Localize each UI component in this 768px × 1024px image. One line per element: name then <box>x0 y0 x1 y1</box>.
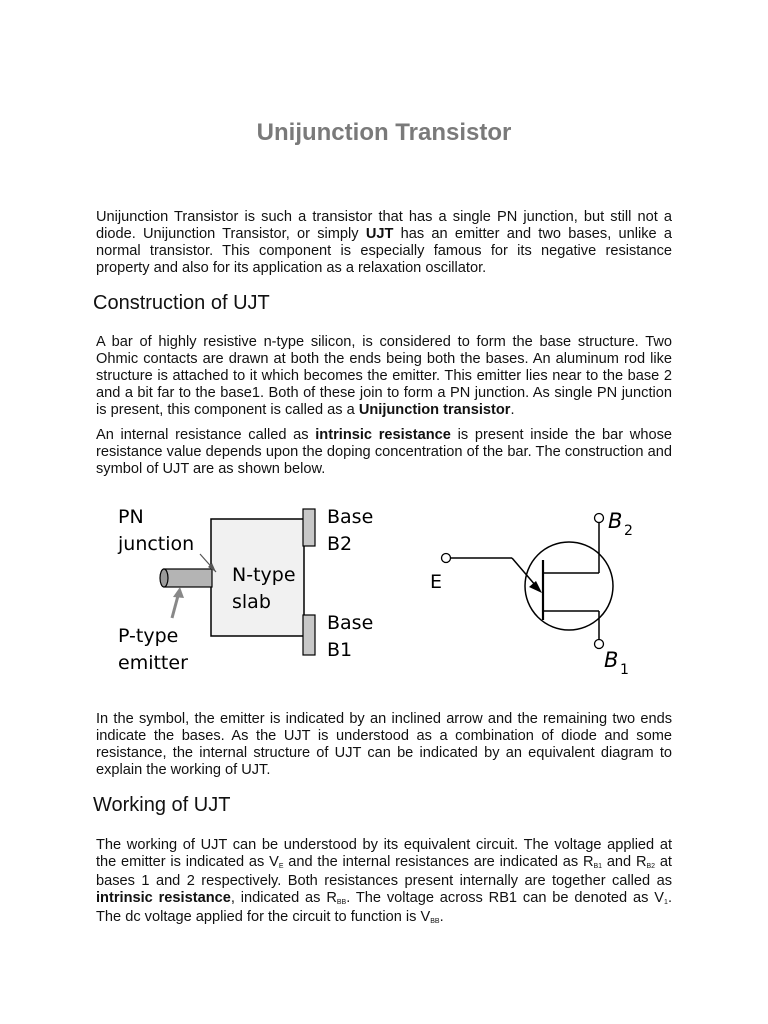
base1-contact <box>303 615 315 655</box>
subscript: BB <box>430 918 440 925</box>
symbol-emitter-arrowhead <box>529 581 542 593</box>
symbol-b2-label: B <box>608 509 623 533</box>
construction-text: . <box>510 402 515 418</box>
subscript: E <box>278 863 284 870</box>
symbol-b2-terminal <box>595 514 604 523</box>
subscript: B2 <box>646 863 656 870</box>
n-type-label: N-type <box>232 564 296 586</box>
subscript: BB <box>336 899 347 906</box>
emitter-rod-end <box>160 569 168 587</box>
working-text: , indicated as R <box>230 890 337 906</box>
pn-label: PN <box>118 506 144 528</box>
working-text: . <box>439 909 444 925</box>
construction-bold-term: intrinsic resistance <box>315 427 451 443</box>
construction-bold-term: Unijunction transistor <box>358 402 511 418</box>
symbol-b2-subscript: 2 <box>624 523 633 539</box>
intro-bold-ujt: UJT <box>365 226 394 242</box>
working-text: . The dc voltage applied for the circuit to function is V <box>96 890 673 925</box>
b2-label: B2 <box>327 533 353 555</box>
working-text: The working of UJT can be understood by its equivalent circuit. The voltage applied at the emitter is indicated as V <box>96 837 672 870</box>
p-type-arrowhead <box>173 587 184 598</box>
intro-text: has an emitter and two bases, unlike a normal transistor. This component is especially famous for its negative resistance property and also for its application as a relaxation oscillator. <box>96 226 672 276</box>
intro-paragraph <box>96 209 672 277</box>
symbol-paragraph: In the symbol, the emitter is indicated by an inclined arrow and the remaining two ends indicate the bases. As the UJT is understood as a combination of diode and some resistance, the internal structure of UJT can be indicated by an equivalent diagram to explain the working of UJT. <box>96 711 672 778</box>
subscript: 1 <box>664 899 668 906</box>
symbol-b1-terminal <box>595 640 604 649</box>
p-type-label: P-type <box>118 625 179 647</box>
construction-text: An internal resistance called as <box>96 427 316 443</box>
symbol-b1-subscript: 1 <box>620 662 629 678</box>
ujt-symbol <box>430 509 633 678</box>
heading-construction: Construction of UJT <box>93 292 270 314</box>
symbol-e-label: E <box>430 571 443 593</box>
working-text: and the internal resistances are indicated as R <box>283 854 594 870</box>
b1-label: B1 <box>327 639 353 661</box>
base1-label: Base <box>327 612 374 634</box>
intro-text: Unijunction Transistor is such a transistor that has a single PN junction, but still not a diode. Unijunction Transistor, or simply <box>96 209 672 242</box>
slab-label: slab <box>232 591 271 613</box>
working-text: and R <box>602 854 647 870</box>
construction-paragraph-1 <box>96 334 672 419</box>
construction-text: A bar of highly resistive n-type silicon, is considered to form the base structure. Two Ohmic contacts are drawn at both the ends being both the bases. An aluminum rod like structure is attached to it which becomes the emitter. This emitter lies near to the base 2 and a bit far to the base1. Both of these join to form a PN junction. As single PN junction is present, this component is called as a <box>96 334 672 418</box>
construction-paragraph-2 <box>96 427 672 478</box>
p-type-emitter-rod <box>164 569 212 587</box>
ujt-construction-symbol-figure <box>96 500 656 680</box>
heading-working: Working of UJT <box>93 794 231 816</box>
base2-contact <box>303 509 315 546</box>
working-paragraph <box>96 837 672 928</box>
working-text: at bases 1 and 2 respectively. Both resistances present internally are together called as <box>96 854 672 889</box>
page-title: Unijunction Transistor <box>256 119 512 146</box>
symbol-b1-label: B <box>604 648 619 672</box>
working-text: . The voltage across RB1 can be denoted as V <box>346 890 665 906</box>
junction-label: junction <box>118 533 195 555</box>
construction-text: is present inside the bar whose resistance value depends upon the doping concentration of the bar. The construction and symbol of UJT are as shown below. <box>96 427 672 477</box>
emitter-label: emitter <box>118 652 188 674</box>
base2-label: Base <box>327 506 374 528</box>
subscript: B1 <box>593 863 603 870</box>
symbol-e-terminal <box>442 554 451 563</box>
construction-diagram <box>117 506 373 674</box>
working-bold-term: intrinsic resistance <box>96 890 231 906</box>
